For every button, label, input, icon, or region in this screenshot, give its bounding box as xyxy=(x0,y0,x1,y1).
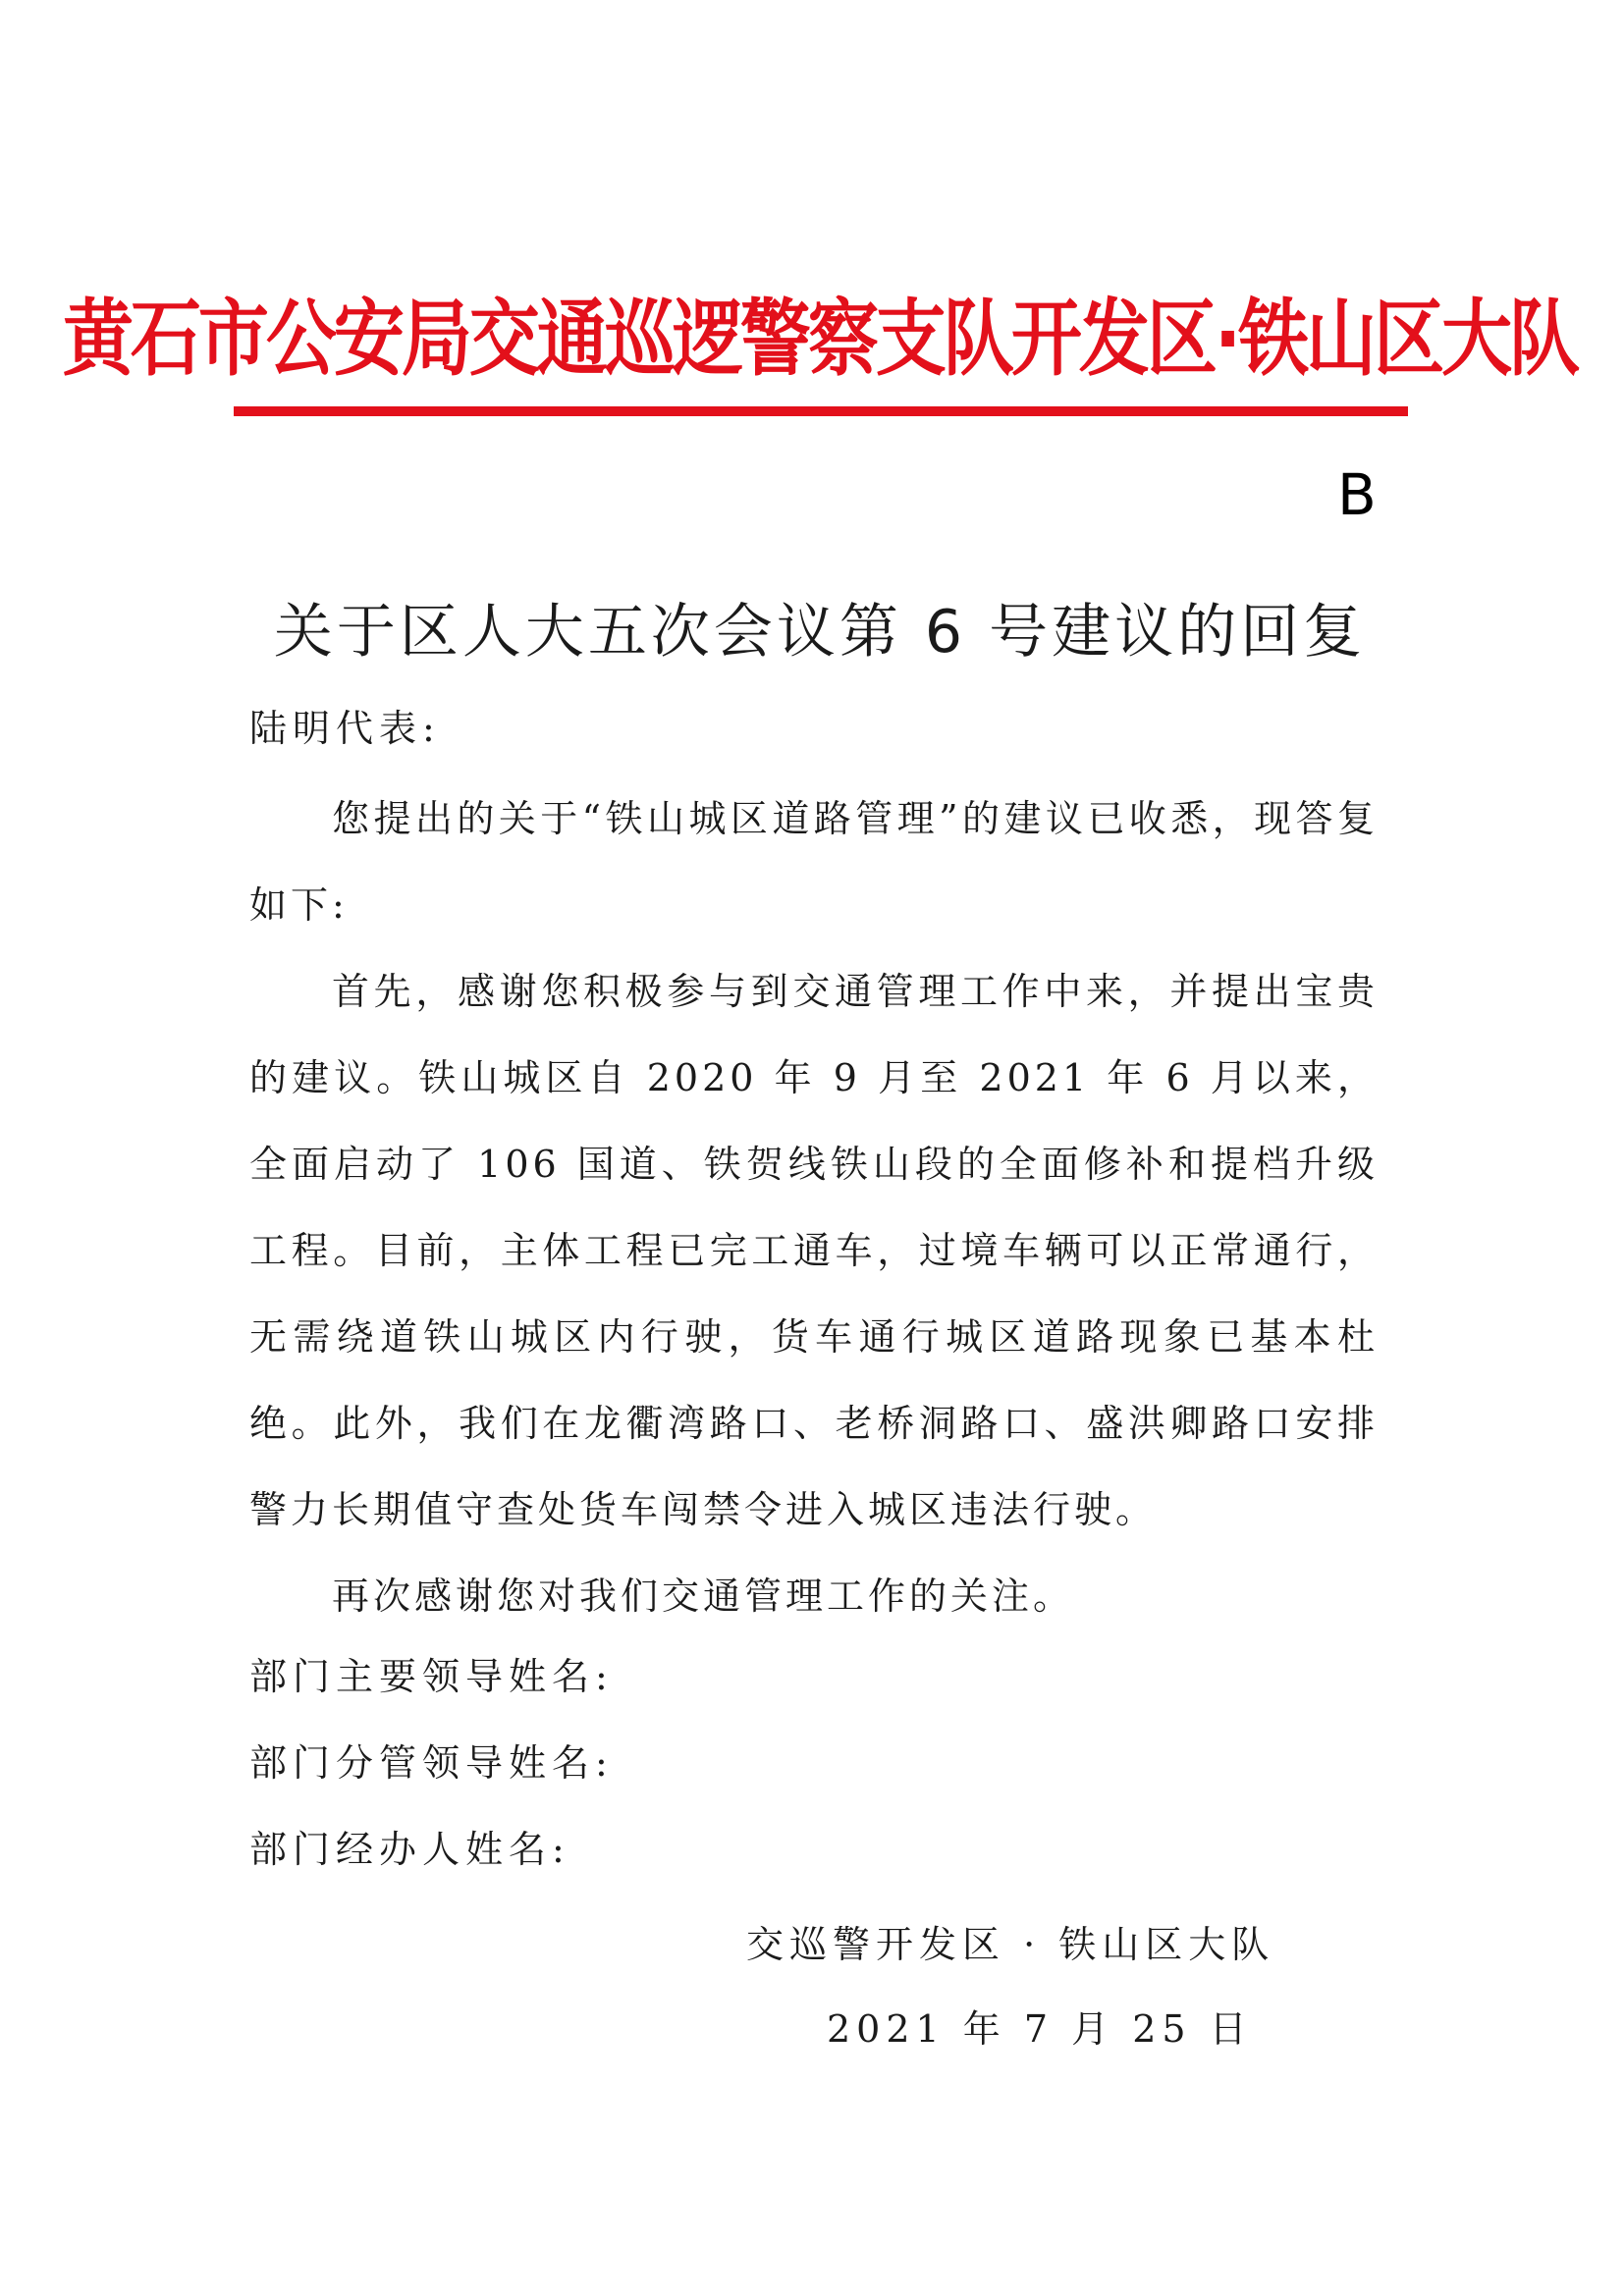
masthead-red-rule xyxy=(234,406,1408,416)
signature-unit: 交巡警开发区 · 铁山区大队 xyxy=(746,1923,1275,1966)
paragraph-closing: 再次感谢您对我们交通管理工作的关注。 xyxy=(332,1575,1075,1618)
signature-date: 2021 年 7 月 25 日 xyxy=(827,2007,1253,2051)
field-lead-name: 部门主要领导姓名: xyxy=(249,1655,614,1698)
paragraph-main: 首先，感谢您积极参与到交通管理工作中来，并提出宝贵的建议。铁山城区自 2020 年 9 月至 2021 年 6 月以来，全面启动了 106 国道、铁贺线铁山段的全面修补和提档升级工程。目前，主体工程已完工通车，过境车辆可以正常通行，无需绕道铁山城区内行驶，货车通行城区道路现象已基本杜绝。此外，我们在龙衢湾路口、老桥洞路口、盛洪卿路口安排警力长期值守查处货车闯禁令进入城区违法行驶。 xyxy=(249,970,1379,1531)
masthead-org-name: 黄石市公安局交通巡逻警察支队开发区·铁山区大队 xyxy=(62,290,1578,388)
salutation: 陆明代表: xyxy=(249,707,441,750)
classification-mark: B xyxy=(1337,461,1377,528)
field-deputy-name: 部门分管领导姓名: xyxy=(249,1741,614,1785)
paragraph-intro: 您提出的关于“铁山城区道路管理”的建议已收悉，现答复如下: xyxy=(249,797,1379,927)
field-handler-name: 部门经办人姓名: xyxy=(249,1828,570,1871)
document-title: 关于区人大五次会议第 6 号建议的回复 xyxy=(273,598,1367,667)
